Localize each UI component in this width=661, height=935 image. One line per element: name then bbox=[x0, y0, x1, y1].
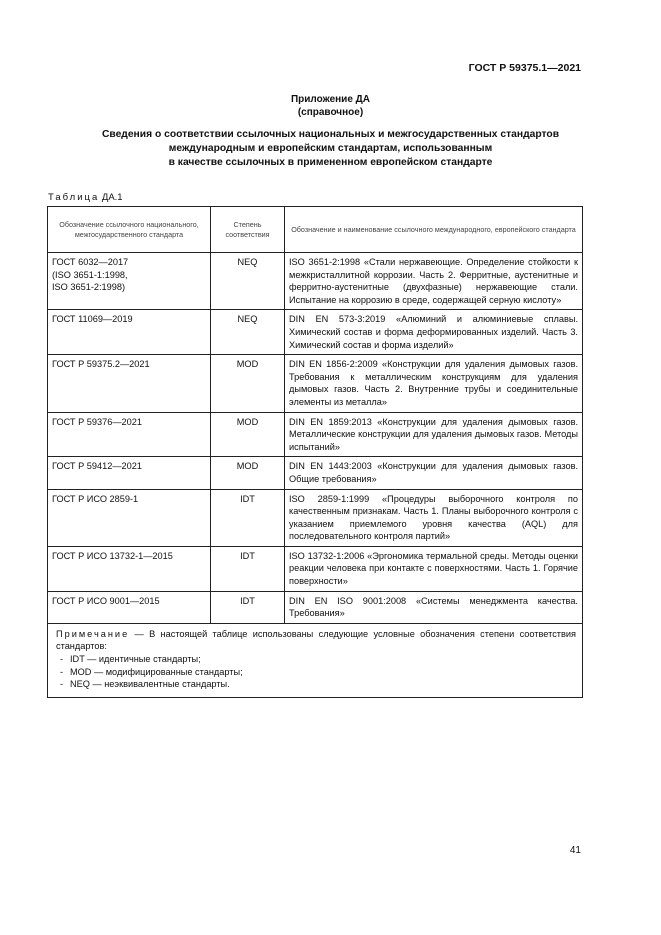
note-item-text: IDT — идентичные стандарты; bbox=[70, 654, 201, 665]
standards-table bbox=[47, 206, 583, 698]
cell-degree: MOD bbox=[211, 457, 285, 489]
note-list bbox=[56, 653, 576, 691]
table-row bbox=[48, 457, 583, 489]
cell-reference: ISO 3651-2:1998 «Стали нержавеющие. Определение стойкости к межкристаллитной коррозии. Часть 2. Ферритные, аустенитные и ферритно-аустенитные (двухфазные) нержавеющие стали. Испытание на коррозию в среде, содержащей серную кислоту» bbox=[285, 253, 583, 310]
table-row bbox=[48, 310, 583, 355]
note-item bbox=[56, 666, 576, 679]
cell-reference: DIN EN 1859:2013 «Конструкции для удаления дымовых газов. Металлические конструкции для удаления дымовых газов. Методы испытаний» bbox=[285, 412, 583, 457]
cell-reference: ISO 2859-1:1999 «Процедуры выборочного контроля по качественным признакам. Часть 1. Планы выборочного контроля с указанием приемлемого уровня качества (AQL) для последовательного контроля партий» bbox=[285, 489, 583, 546]
note-item bbox=[56, 653, 576, 666]
cell-designation: ГОСТ Р ИСО 2859-1 bbox=[48, 489, 211, 546]
cell-degree: NEQ bbox=[211, 253, 285, 310]
section-heading bbox=[40, 128, 621, 170]
heading-line: международным и европейским стандартам, использованным bbox=[168, 143, 493, 154]
header-degree: Степень соответствия bbox=[211, 207, 285, 253]
cell-degree: IDT bbox=[211, 546, 285, 591]
cell-reference: ISO 13732-1:2006 «Эргономика термальной среды. Методы оценки реакции человека при контакте с поверхностями. Часть 1. Горячие поверхности» bbox=[285, 546, 583, 591]
table-note-row bbox=[48, 623, 583, 697]
note-item-text: NEQ — неэквивалентные стандарты. bbox=[70, 679, 230, 690]
header-designation: Обозначение ссылочного национального, межгосударственного стандарта bbox=[48, 207, 211, 253]
table-row bbox=[48, 412, 583, 457]
note-item bbox=[56, 678, 576, 691]
bullet-dash: - bbox=[60, 654, 64, 665]
cell-reference: DIN EN 1856-2:2009 «Конструкции для удаления дымовых газов. Требования к металлическим конструкциям для удаления дымовых газов. Часть 2. Внутренние трубы и соединительные элементы из металла» bbox=[285, 355, 583, 412]
page-number: 41 bbox=[569, 845, 581, 856]
cell-reference: DIN EN ISO 9001:2008 «Системы менеджмента качества. Требования» bbox=[285, 591, 583, 623]
table-row bbox=[48, 546, 583, 591]
cell-designation: ГОСТ 6032—2017 (ISO 3651-1:1998, ISO 3651-2:1998) bbox=[48, 253, 211, 310]
appendix-block bbox=[0, 93, 661, 119]
note-text: — В настоящей таблице использованы следующие условные обозначения степени соответствия стандартов: bbox=[56, 628, 576, 652]
cell-designation: ГОСТ Р 59376—2021 bbox=[48, 412, 211, 457]
cell-designation: ГОСТ Р ИСО 13732-1—2015 bbox=[48, 546, 211, 591]
cell-designation: ГОСТ Р 59375.2—2021 bbox=[48, 355, 211, 412]
cell-degree: IDT bbox=[211, 591, 285, 623]
table-caption bbox=[48, 192, 123, 203]
table-note bbox=[48, 623, 583, 697]
cell-designation: ГОСТ 11069—2019 bbox=[48, 310, 211, 355]
note-title: Примечание bbox=[56, 628, 130, 639]
header-reference: Обозначение и наименование ссылочного международного, европейского стандарта bbox=[285, 207, 583, 253]
document-code: ГОСТ Р 59375.1—2021 bbox=[468, 62, 581, 74]
cell-designation: ГОСТ Р ИСО 9001—2015 bbox=[48, 591, 211, 623]
cell-reference: DIN EN 1443:2003 «Конструкции для удаления дымовых газов. Общие требования» bbox=[285, 457, 583, 489]
appendix-subtitle: (справочное) bbox=[297, 107, 364, 118]
note-item-text: MOD — модифицированные стандарты; bbox=[70, 666, 243, 677]
cell-reference: DIN EN 573-3:2019 «Алюминий и алюминиевые сплавы. Химический состав и форма деформированных изделий. Часть 3. Химический состав и форма изделий» bbox=[285, 310, 583, 355]
table-row bbox=[48, 591, 583, 623]
heading-line: Сведения о соответствии ссылочных национальных и межгосударственных стандартов bbox=[101, 129, 560, 140]
cell-designation: ГОСТ Р 59412—2021 bbox=[48, 457, 211, 489]
cell-degree: MOD bbox=[211, 412, 285, 457]
table-caption-word: Таблица bbox=[48, 192, 100, 203]
cell-degree: NEQ bbox=[211, 310, 285, 355]
cell-degree: MOD bbox=[211, 355, 285, 412]
cell-degree: IDT bbox=[211, 489, 285, 546]
table-row bbox=[48, 489, 583, 546]
appendix-title: Приложение ДА bbox=[290, 94, 371, 105]
bullet-dash: - bbox=[60, 666, 64, 677]
heading-line: в качестве ссылочных в примененном европейском стандарте bbox=[168, 157, 493, 168]
table-header-row bbox=[48, 207, 583, 253]
table-caption-id: ДА.1 bbox=[101, 192, 123, 203]
table-row bbox=[48, 253, 583, 310]
table-row bbox=[48, 355, 583, 412]
note-intro bbox=[56, 628, 576, 653]
bullet-dash: - bbox=[60, 679, 64, 690]
